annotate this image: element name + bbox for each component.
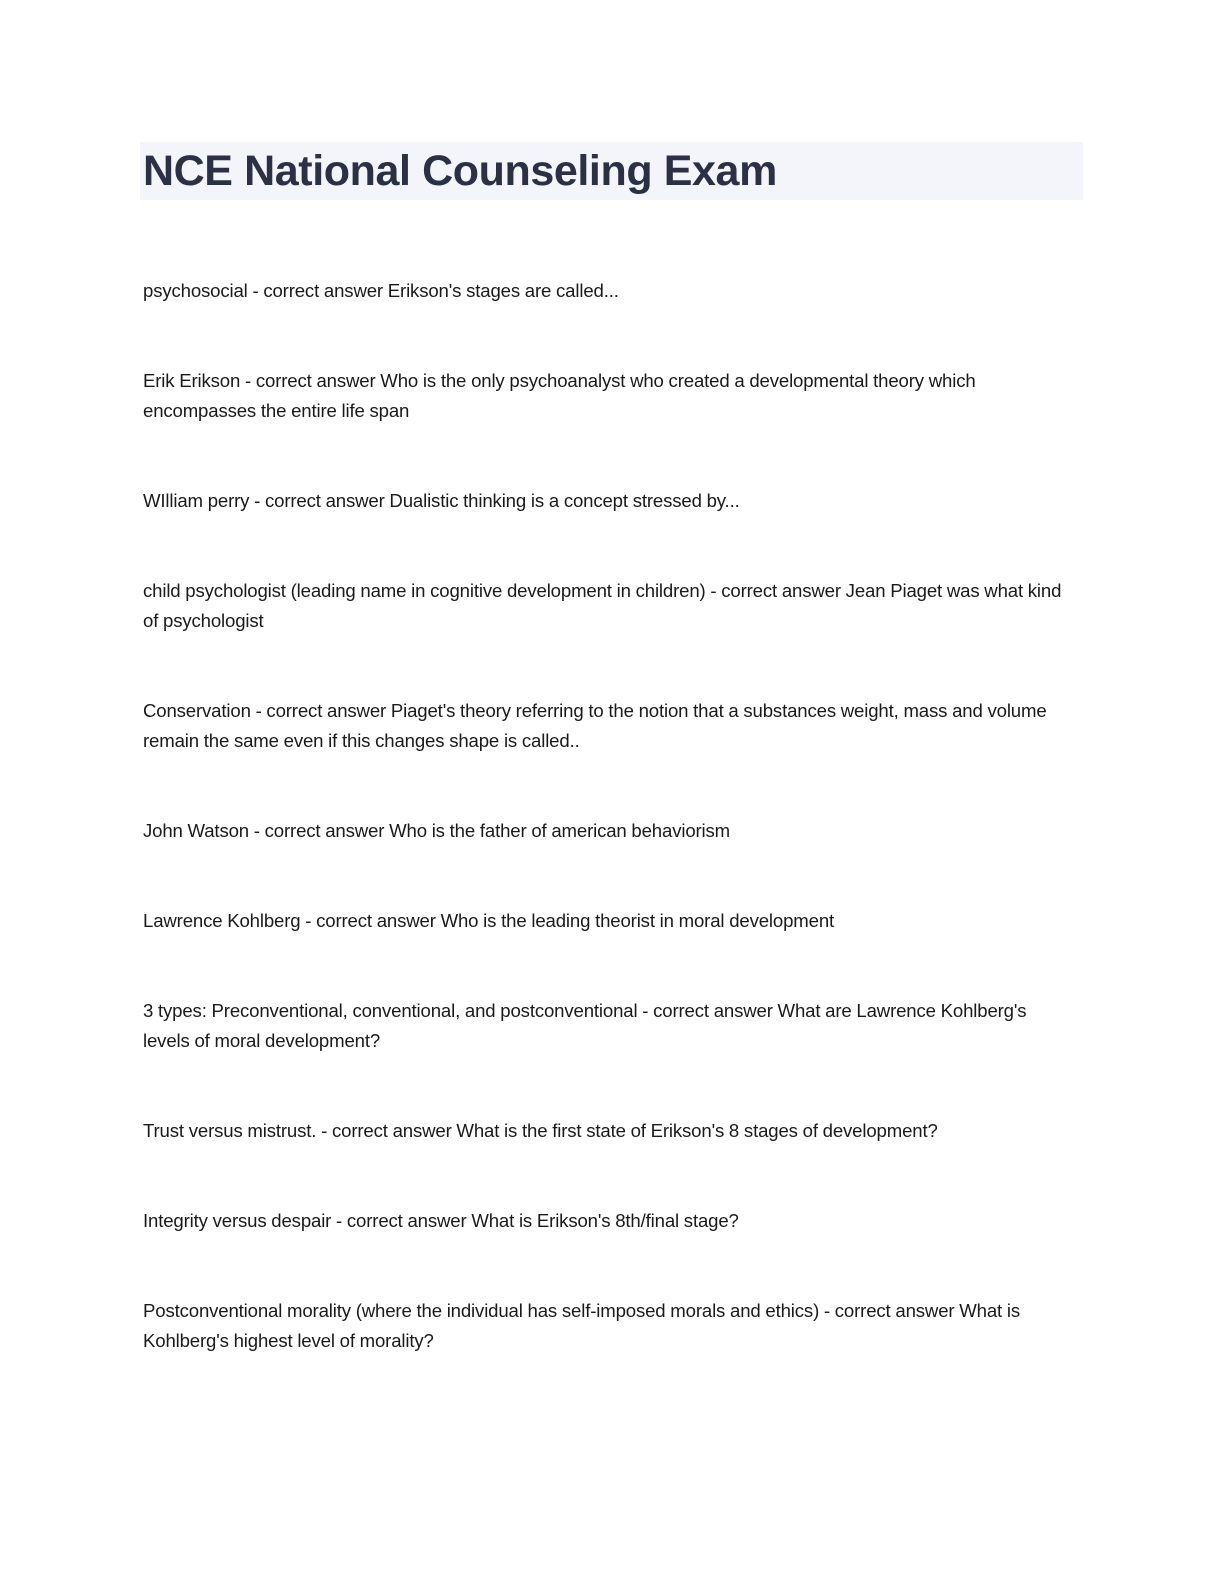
qa-item: Conservation - correct answer Piaget's theory referring to the notion that a substances weight, mass and volume remain the same even if this changes shape is called.. bbox=[143, 700, 1047, 751]
qa-item: Postconventional morality (where the individual has self-imposed morals and ethics) - correct answer What is Kohlberg's highest level of morality? bbox=[143, 1300, 1020, 1351]
qa-item: psychosocial - correct answer Erikson's stages are called... bbox=[143, 280, 619, 301]
qa-item: WIlliam perry - correct answer Dualistic thinking is a concept stressed by... bbox=[143, 490, 740, 511]
qa-item: child psychologist (leading name in cognitive development in children) - correct answer Jean Piaget was what kind of psychologist bbox=[143, 580, 1062, 631]
qa-item: John Watson - correct answer Who is the father of american behaviorism bbox=[143, 820, 731, 841]
qa-list bbox=[143, 276, 1071, 1356]
qa-item: Trust versus mistrust. - correct answer What is the first state of Erikson's 8 stages of development? bbox=[143, 1120, 938, 1141]
qa-item: Erik Erikson - correct answer Who is the only psychoanalyst who created a developmental theory which encompasses the entire life span bbox=[143, 370, 976, 421]
page-title: NCE National Counseling Exam bbox=[143, 146, 777, 195]
qa-item: 3 types: Preconventional, conventional, and postconventional - correct answer What are Lawrence Kohlberg's levels of moral development? bbox=[143, 1000, 1027, 1051]
qa-item: Lawrence Kohlberg - correct answer Who is the leading theorist in moral development bbox=[143, 910, 835, 931]
qa-item: Integrity versus despair - correct answer What is Erikson's 8th/final stage? bbox=[143, 1210, 739, 1231]
